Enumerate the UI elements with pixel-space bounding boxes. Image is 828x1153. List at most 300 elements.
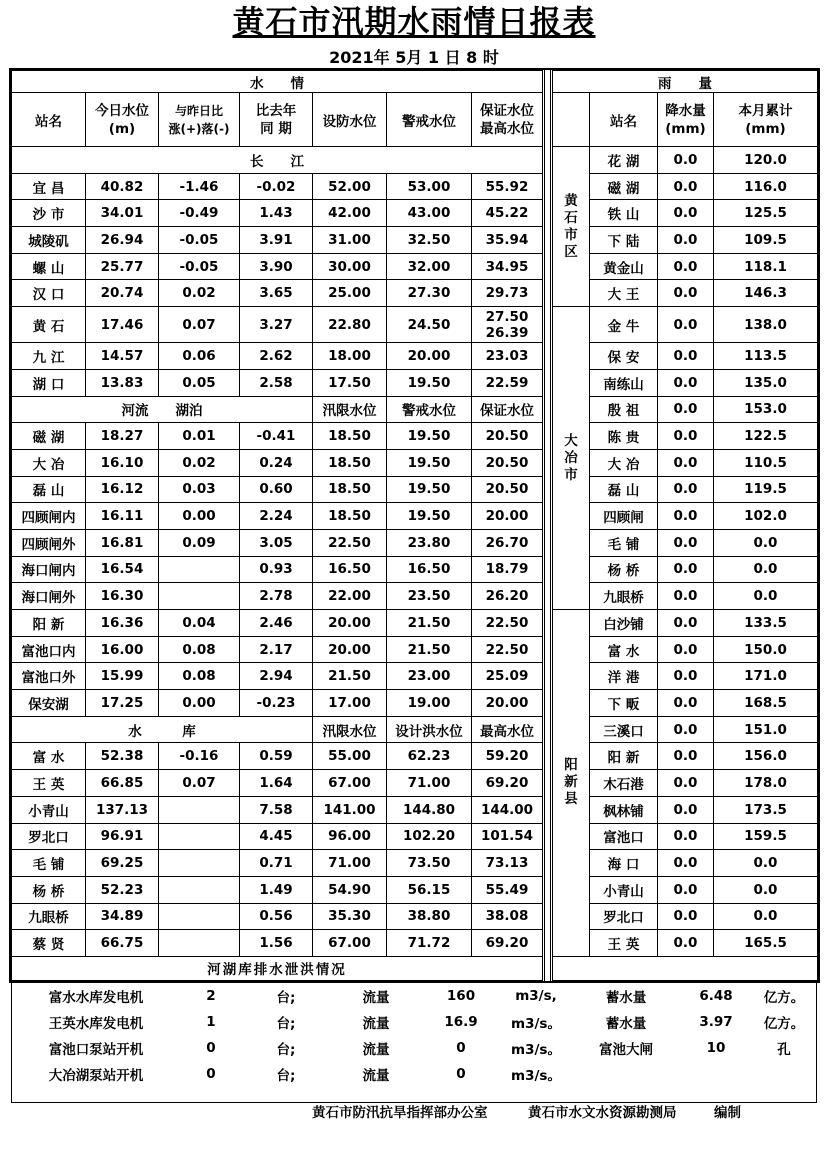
set-level: 54.90 [313, 876, 387, 903]
highest-value: 26.39 [485, 324, 529, 341]
guarantee-level: 144.00 [472, 796, 544, 823]
set-level: 22.00 [313, 583, 387, 610]
set-level: 52.00 [313, 173, 387, 200]
set-level: 17.50 [313, 369, 387, 396]
rain-station-name: 阳 新 [590, 743, 658, 770]
header-line-1: 与昨日比 [174, 103, 223, 118]
station-name: 磁 湖 [12, 423, 86, 450]
unit-count: 0 [206, 1039, 216, 1056]
month-total: 159.5 [714, 823, 818, 850]
guarantee-level: 20.50 [472, 423, 544, 450]
section-header: 汛限水位 [313, 396, 387, 423]
rain-station-name: 杨 桥 [590, 556, 658, 583]
guarantee-level: 55.49 [472, 876, 544, 903]
rain-station-name: 三溪口 [590, 716, 658, 743]
today-level: 13.83 [86, 369, 159, 396]
set-level: 18.50 [313, 476, 387, 503]
storage-label: 富池大闸 [599, 1041, 653, 1058]
set-level: 18.50 [313, 423, 387, 450]
header-rainfall [658, 93, 714, 147]
unit-count: 1 [206, 1013, 216, 1030]
month-total: 165.5 [714, 930, 818, 957]
vs-yesterday: 0.07 [159, 307, 240, 343]
warn-level: 38.80 [387, 903, 472, 930]
station-name: 四顾闸外 [12, 529, 86, 556]
month-total: 150.0 [714, 636, 818, 663]
rainfall: 0.0 [658, 307, 714, 343]
vs-lastyear: 3.91 [240, 227, 313, 254]
rainfall: 0.0 [658, 147, 714, 174]
rain-station-name: 白沙铺 [590, 610, 658, 637]
warn-level: 19.50 [387, 423, 472, 450]
station-name: 王 英 [12, 770, 86, 797]
unit-label: 台; [276, 1041, 296, 1058]
vs-lastyear: 2.62 [240, 343, 313, 370]
vs-lastyear: 0.56 [240, 903, 313, 930]
station-name: 黄 石 [12, 307, 86, 343]
vs-yesterday: 0.09 [159, 529, 240, 556]
vs-yesterday [159, 876, 240, 903]
flow-value: 160 [446, 987, 476, 1004]
storage-value: 3.97 [699, 1013, 733, 1030]
warn-level: 20.00 [387, 343, 472, 370]
month-total: 0.0 [714, 903, 818, 930]
rainfall: 0.0 [658, 636, 714, 663]
rain-station-name: 富 水 [590, 636, 658, 663]
set-level: 20.00 [313, 636, 387, 663]
storage-unit: 孔 [777, 1041, 791, 1058]
rainfall: 0.0 [658, 200, 714, 227]
rain-station-name: 金 牛 [590, 307, 658, 343]
region-label: 大冶市 [564, 432, 578, 483]
footer-office-1: 黄石市防汛抗旱指挥部办公室 [312, 1105, 488, 1121]
today-level: 34.01 [86, 200, 159, 227]
today-level: 40.82 [86, 173, 159, 200]
warn-level: 21.50 [387, 610, 472, 637]
rainfall: 0.0 [658, 663, 714, 690]
rain-station-name: 磊 山 [590, 476, 658, 503]
rain-station-name: 大 冶 [590, 449, 658, 476]
discharge-title-blank [552, 956, 818, 980]
vs-yesterday [159, 930, 240, 957]
warn-level: 102.20 [387, 823, 472, 850]
vs-yesterday [159, 583, 240, 610]
rain-station-name: 下 陆 [590, 227, 658, 254]
guarantee-level: 45.22 [472, 200, 544, 227]
warn-level: 23.50 [387, 583, 472, 610]
warn-level: 27.30 [387, 280, 472, 307]
month-total: 0.0 [714, 556, 818, 583]
unit-label: 台; [276, 1015, 296, 1032]
station-name: 小青山 [12, 796, 86, 823]
guarantee-level: 18.79 [472, 556, 544, 583]
rainfall: 0.0 [658, 770, 714, 797]
month-total: 119.5 [714, 476, 818, 503]
set-level: 18.50 [313, 449, 387, 476]
header-line-2: 涨(+)落(-) [168, 121, 230, 136]
rain-section-label: 雨 量 [552, 71, 818, 93]
rainfall: 0.0 [658, 253, 714, 280]
warn-level: 62.23 [387, 743, 472, 770]
header-line-1: 本月累计 [738, 102, 793, 119]
header-vs-yesterday [159, 93, 240, 147]
today-level: 18.27 [86, 423, 159, 450]
vs-lastyear: 3.90 [240, 253, 313, 280]
station-name: 汉 口 [12, 280, 86, 307]
guarantee-level [472, 307, 544, 343]
warn-level: 24.50 [387, 307, 472, 343]
vs-lastyear: 3.27 [240, 307, 313, 343]
rainfall: 0.0 [658, 280, 714, 307]
facility-name: 富水水库发电机 [48, 989, 144, 1006]
station-name: 大 冶 [12, 449, 86, 476]
flow-unit: m3/s, [515, 987, 557, 1004]
today-level: 52.23 [86, 876, 159, 903]
vs-yesterday [159, 823, 240, 850]
guarantee-level: 69.20 [472, 930, 544, 957]
header-today-level [86, 93, 159, 147]
vs-lastyear: 0.93 [240, 556, 313, 583]
rain-station-name: 下 畈 [590, 690, 658, 717]
rainfall: 0.0 [658, 556, 714, 583]
vs-lastyear: 2.94 [240, 663, 313, 690]
month-total: 156.0 [714, 743, 818, 770]
station-name: 沙 市 [12, 200, 86, 227]
section-header: 警戒水位 [387, 396, 472, 423]
header-region [552, 93, 590, 147]
vs-lastyear: 3.65 [240, 280, 313, 307]
month-total: 116.0 [714, 173, 818, 200]
today-level: 66.75 [86, 930, 159, 957]
vs-yesterday [159, 903, 240, 930]
rainfall: 0.0 [658, 716, 714, 743]
guarantee-level: 22.59 [472, 369, 544, 396]
today-level: 16.11 [86, 503, 159, 530]
month-total: 133.5 [714, 610, 818, 637]
today-level: 16.81 [86, 529, 159, 556]
month-total: 0.0 [714, 529, 818, 556]
rain-station-name: 海 口 [590, 850, 658, 877]
month-total: 151.0 [714, 716, 818, 743]
warn-level: 23.00 [387, 663, 472, 690]
discharge-title: 河湖库排水泄洪情况 [12, 956, 544, 980]
vs-lastyear: 1.56 [240, 930, 313, 957]
guarantee-level: 59.20 [472, 743, 544, 770]
rainfall: 0.0 [658, 343, 714, 370]
set-level: 30.00 [313, 253, 387, 280]
guarantee-level: 73.13 [472, 850, 544, 877]
region-label: 黄石市区 [564, 192, 578, 260]
section-label: 长 江 [12, 147, 544, 174]
rain-station-name: 陈 贵 [590, 423, 658, 450]
today-level: 137.13 [86, 796, 159, 823]
vs-lastyear: 3.05 [240, 529, 313, 556]
vs-yesterday: 0.05 [159, 369, 240, 396]
rain-station-name: 殷 祖 [590, 396, 658, 423]
rain-station-name: 花 湖 [590, 147, 658, 174]
guarantee-level: 38.08 [472, 903, 544, 930]
header-line-1: 降水量 [665, 102, 706, 119]
warn-level: 19.50 [387, 476, 472, 503]
vs-yesterday: -0.05 [159, 227, 240, 254]
separator [544, 147, 552, 957]
vs-lastyear: 0.24 [240, 449, 313, 476]
guarantee-level: 25.09 [472, 663, 544, 690]
vs-lastyear: 2.46 [240, 610, 313, 637]
station-name: 螺 山 [12, 253, 86, 280]
month-total: 173.5 [714, 796, 818, 823]
storage-unit: 亿方。 [763, 989, 805, 1006]
warn-level: 71.00 [387, 770, 472, 797]
rain-region [552, 147, 590, 307]
guarantee-value: 27.50 [485, 308, 529, 325]
rainfall: 0.0 [658, 529, 714, 556]
month-total: 178.0 [714, 770, 818, 797]
vs-yesterday: 0.03 [159, 476, 240, 503]
guarantee-level: 29.73 [472, 280, 544, 307]
rain-station-name: 毛 铺 [590, 529, 658, 556]
storage-value [681, 1061, 751, 1087]
unit-label: 台; [276, 1067, 296, 1084]
today-level: 16.00 [86, 636, 159, 663]
month-total: 171.0 [714, 663, 818, 690]
rain-station-name: 铁 山 [590, 200, 658, 227]
header-set-level: 设防水位 [313, 93, 387, 147]
rainfall: 0.0 [658, 876, 714, 903]
month-total: 122.5 [714, 423, 818, 450]
vs-yesterday: 0.08 [159, 663, 240, 690]
month-total: 109.5 [714, 227, 818, 254]
today-level: 69.25 [86, 850, 159, 877]
vs-yesterday [159, 556, 240, 583]
station-name: 城陵矶 [12, 227, 86, 254]
station-name: 湖 口 [12, 369, 86, 396]
rain-station-name: 南练山 [590, 369, 658, 396]
station-name: 九 江 [12, 343, 86, 370]
today-level: 52.38 [86, 743, 159, 770]
unit-label: 台; [276, 989, 296, 1006]
station-name: 保安湖 [12, 690, 86, 717]
flow-label: 流量 [362, 1041, 390, 1058]
vs-yesterday: -0.16 [159, 743, 240, 770]
header-line-2: 最高水位 [480, 120, 534, 137]
vs-yesterday: -0.49 [159, 200, 240, 227]
guarantee-level: 69.20 [472, 770, 544, 797]
station-name: 杨 桥 [12, 876, 86, 903]
rainfall: 0.0 [658, 583, 714, 610]
facility-name: 富池口泵站开机 [48, 1041, 144, 1058]
flow-label: 流量 [362, 989, 390, 1006]
today-level: 16.54 [86, 556, 159, 583]
flow-label: 流量 [362, 1067, 390, 1084]
rain-station-name: 木石港 [590, 770, 658, 797]
header-line-2: (mm) [665, 120, 706, 137]
unit-count: 2 [206, 987, 216, 1004]
rainfall: 0.0 [658, 690, 714, 717]
unit-count: 0 [206, 1065, 216, 1082]
section-header: 保证水位 [472, 396, 544, 423]
header-month-total [714, 93, 818, 147]
rainfall: 0.0 [658, 476, 714, 503]
warn-level: 19.00 [387, 690, 472, 717]
rainfall: 0.0 [658, 930, 714, 957]
rainfall: 0.0 [658, 823, 714, 850]
facility-name: 王英水库发电机 [48, 1015, 144, 1032]
month-total: 146.3 [714, 280, 818, 307]
rainfall: 0.0 [658, 369, 714, 396]
station-name: 九眼桥 [12, 903, 86, 930]
guarantee-level: 101.54 [472, 823, 544, 850]
month-total: 0.0 [714, 876, 818, 903]
guarantee-level: 22.50 [472, 636, 544, 663]
vs-yesterday: 0.02 [159, 449, 240, 476]
today-level: 16.10 [86, 449, 159, 476]
section-label: 河流 湖泊 [12, 396, 313, 423]
station-name: 海口闸外 [12, 583, 86, 610]
flow-unit: m3/s。 [511, 1067, 561, 1084]
set-level: 21.50 [313, 663, 387, 690]
vs-lastyear: 1.64 [240, 770, 313, 797]
flow-unit: m3/s。 [511, 1015, 561, 1032]
region-label: 阳新县 [564, 757, 578, 808]
warn-level: 21.50 [387, 636, 472, 663]
vs-yesterday: 0.02 [159, 280, 240, 307]
rainfall: 0.0 [658, 227, 714, 254]
month-total: 113.5 [714, 343, 818, 370]
vs-lastyear: -0.23 [240, 690, 313, 717]
rain-station-name: 小青山 [590, 876, 658, 903]
warn-level: 32.00 [387, 253, 472, 280]
warn-level: 73.50 [387, 850, 472, 877]
vs-yesterday: 0.00 [159, 690, 240, 717]
today-level: 16.12 [86, 476, 159, 503]
header-line-2: (m) [108, 120, 136, 137]
vs-lastyear: 2.24 [240, 503, 313, 530]
vs-yesterday: 0.00 [159, 503, 240, 530]
set-level: 96.00 [313, 823, 387, 850]
set-level: 25.00 [313, 280, 387, 307]
month-total: 125.5 [714, 200, 818, 227]
storage-unit [751, 1061, 817, 1087]
rain-station-name: 罗北口 [590, 903, 658, 930]
set-level: 17.00 [313, 690, 387, 717]
rainfall: 0.0 [658, 850, 714, 877]
set-level: 35.30 [313, 903, 387, 930]
set-level: 141.00 [313, 796, 387, 823]
footer-office-2: 黄石市水文水资源勘测局 [528, 1105, 677, 1121]
flow-value: 0 [456, 1065, 466, 1082]
warn-level: 19.50 [387, 369, 472, 396]
station-name: 富 水 [12, 743, 86, 770]
header-line-2: 同 期 [260, 120, 292, 137]
rain-station-name: 枫林铺 [590, 796, 658, 823]
vs-lastyear: 7.58 [240, 796, 313, 823]
rainfall: 0.0 [658, 743, 714, 770]
guarantee-level: 22.50 [472, 610, 544, 637]
footer [0, 1104, 828, 1122]
month-total: 120.0 [714, 147, 818, 174]
month-total: 0.0 [714, 850, 818, 877]
header-line-1: 比去年 [255, 102, 297, 119]
flow-value: 0 [456, 1039, 466, 1056]
rainfall: 0.0 [658, 396, 714, 423]
warn-level: 53.00 [387, 173, 472, 200]
month-total: 153.0 [714, 396, 818, 423]
station-name: 磊 山 [12, 476, 86, 503]
vs-lastyear: 2.17 [240, 636, 313, 663]
rainfall: 0.0 [658, 503, 714, 530]
month-total: 135.0 [714, 369, 818, 396]
set-level: 20.00 [313, 610, 387, 637]
warn-level: 19.50 [387, 449, 472, 476]
vs-lastyear: 0.60 [240, 476, 313, 503]
month-total: 138.0 [714, 307, 818, 343]
guarantee-level: 26.20 [472, 583, 544, 610]
set-level: 55.00 [313, 743, 387, 770]
report-date: 2021年 5月 1 日 8 时 [329, 48, 499, 67]
warn-level: 56.15 [387, 876, 472, 903]
separator [544, 71, 552, 147]
storage-value: 10 [706, 1039, 726, 1056]
rain-station-name: 洋 港 [590, 663, 658, 690]
header-line-2: (mm) [745, 120, 786, 137]
station-name: 四顾闸内 [12, 503, 86, 530]
guarantee-level: 23.03 [472, 343, 544, 370]
month-total: 118.1 [714, 253, 818, 280]
header-guarantee [472, 93, 544, 147]
today-level: 20.74 [86, 280, 159, 307]
header-line-1: 保证水位 [480, 102, 534, 119]
rain-station-name: 大 王 [590, 280, 658, 307]
vs-lastyear: 1.49 [240, 876, 313, 903]
section-header: 设计洪水位 [387, 716, 472, 743]
today-level: 16.36 [86, 610, 159, 637]
footer-compiled: 编制 [714, 1105, 741, 1121]
facility-name: 大冶湖泵站开机 [48, 1067, 144, 1084]
section-header: 汛限水位 [313, 716, 387, 743]
header-warn-level: 警戒水位 [387, 93, 472, 147]
warn-level: 144.80 [387, 796, 472, 823]
vs-yesterday: -0.05 [159, 253, 240, 280]
set-level: 67.00 [313, 930, 387, 957]
station-name: 阳 新 [12, 610, 86, 637]
discharge-table [11, 983, 817, 1087]
storage-label [571, 1061, 681, 1087]
station-name: 富池口外 [12, 663, 86, 690]
flow-value: 16.9 [444, 1013, 478, 1030]
warn-level: 71.72 [387, 930, 472, 957]
station-name: 罗北口 [12, 823, 86, 850]
rainfall: 0.0 [658, 610, 714, 637]
vs-yesterday: 0.06 [159, 343, 240, 370]
month-total: 0.0 [714, 583, 818, 610]
warn-level: 32.50 [387, 227, 472, 254]
rain-region [552, 307, 590, 610]
vs-yesterday: 0.07 [159, 770, 240, 797]
guarantee-level: 55.92 [472, 173, 544, 200]
guarantee-level: 26.70 [472, 529, 544, 556]
rain-station-name: 王 英 [590, 930, 658, 957]
rain-station-name: 保 安 [590, 343, 658, 370]
guarantee-level: 35.94 [472, 227, 544, 254]
vs-yesterday: -1.46 [159, 173, 240, 200]
guarantee-level: 20.50 [472, 449, 544, 476]
station-name: 富池口内 [12, 636, 86, 663]
set-level: 22.50 [313, 529, 387, 556]
storage-value: 6.48 [699, 987, 733, 1004]
set-level: 16.50 [313, 556, 387, 583]
month-total: 168.5 [714, 690, 818, 717]
